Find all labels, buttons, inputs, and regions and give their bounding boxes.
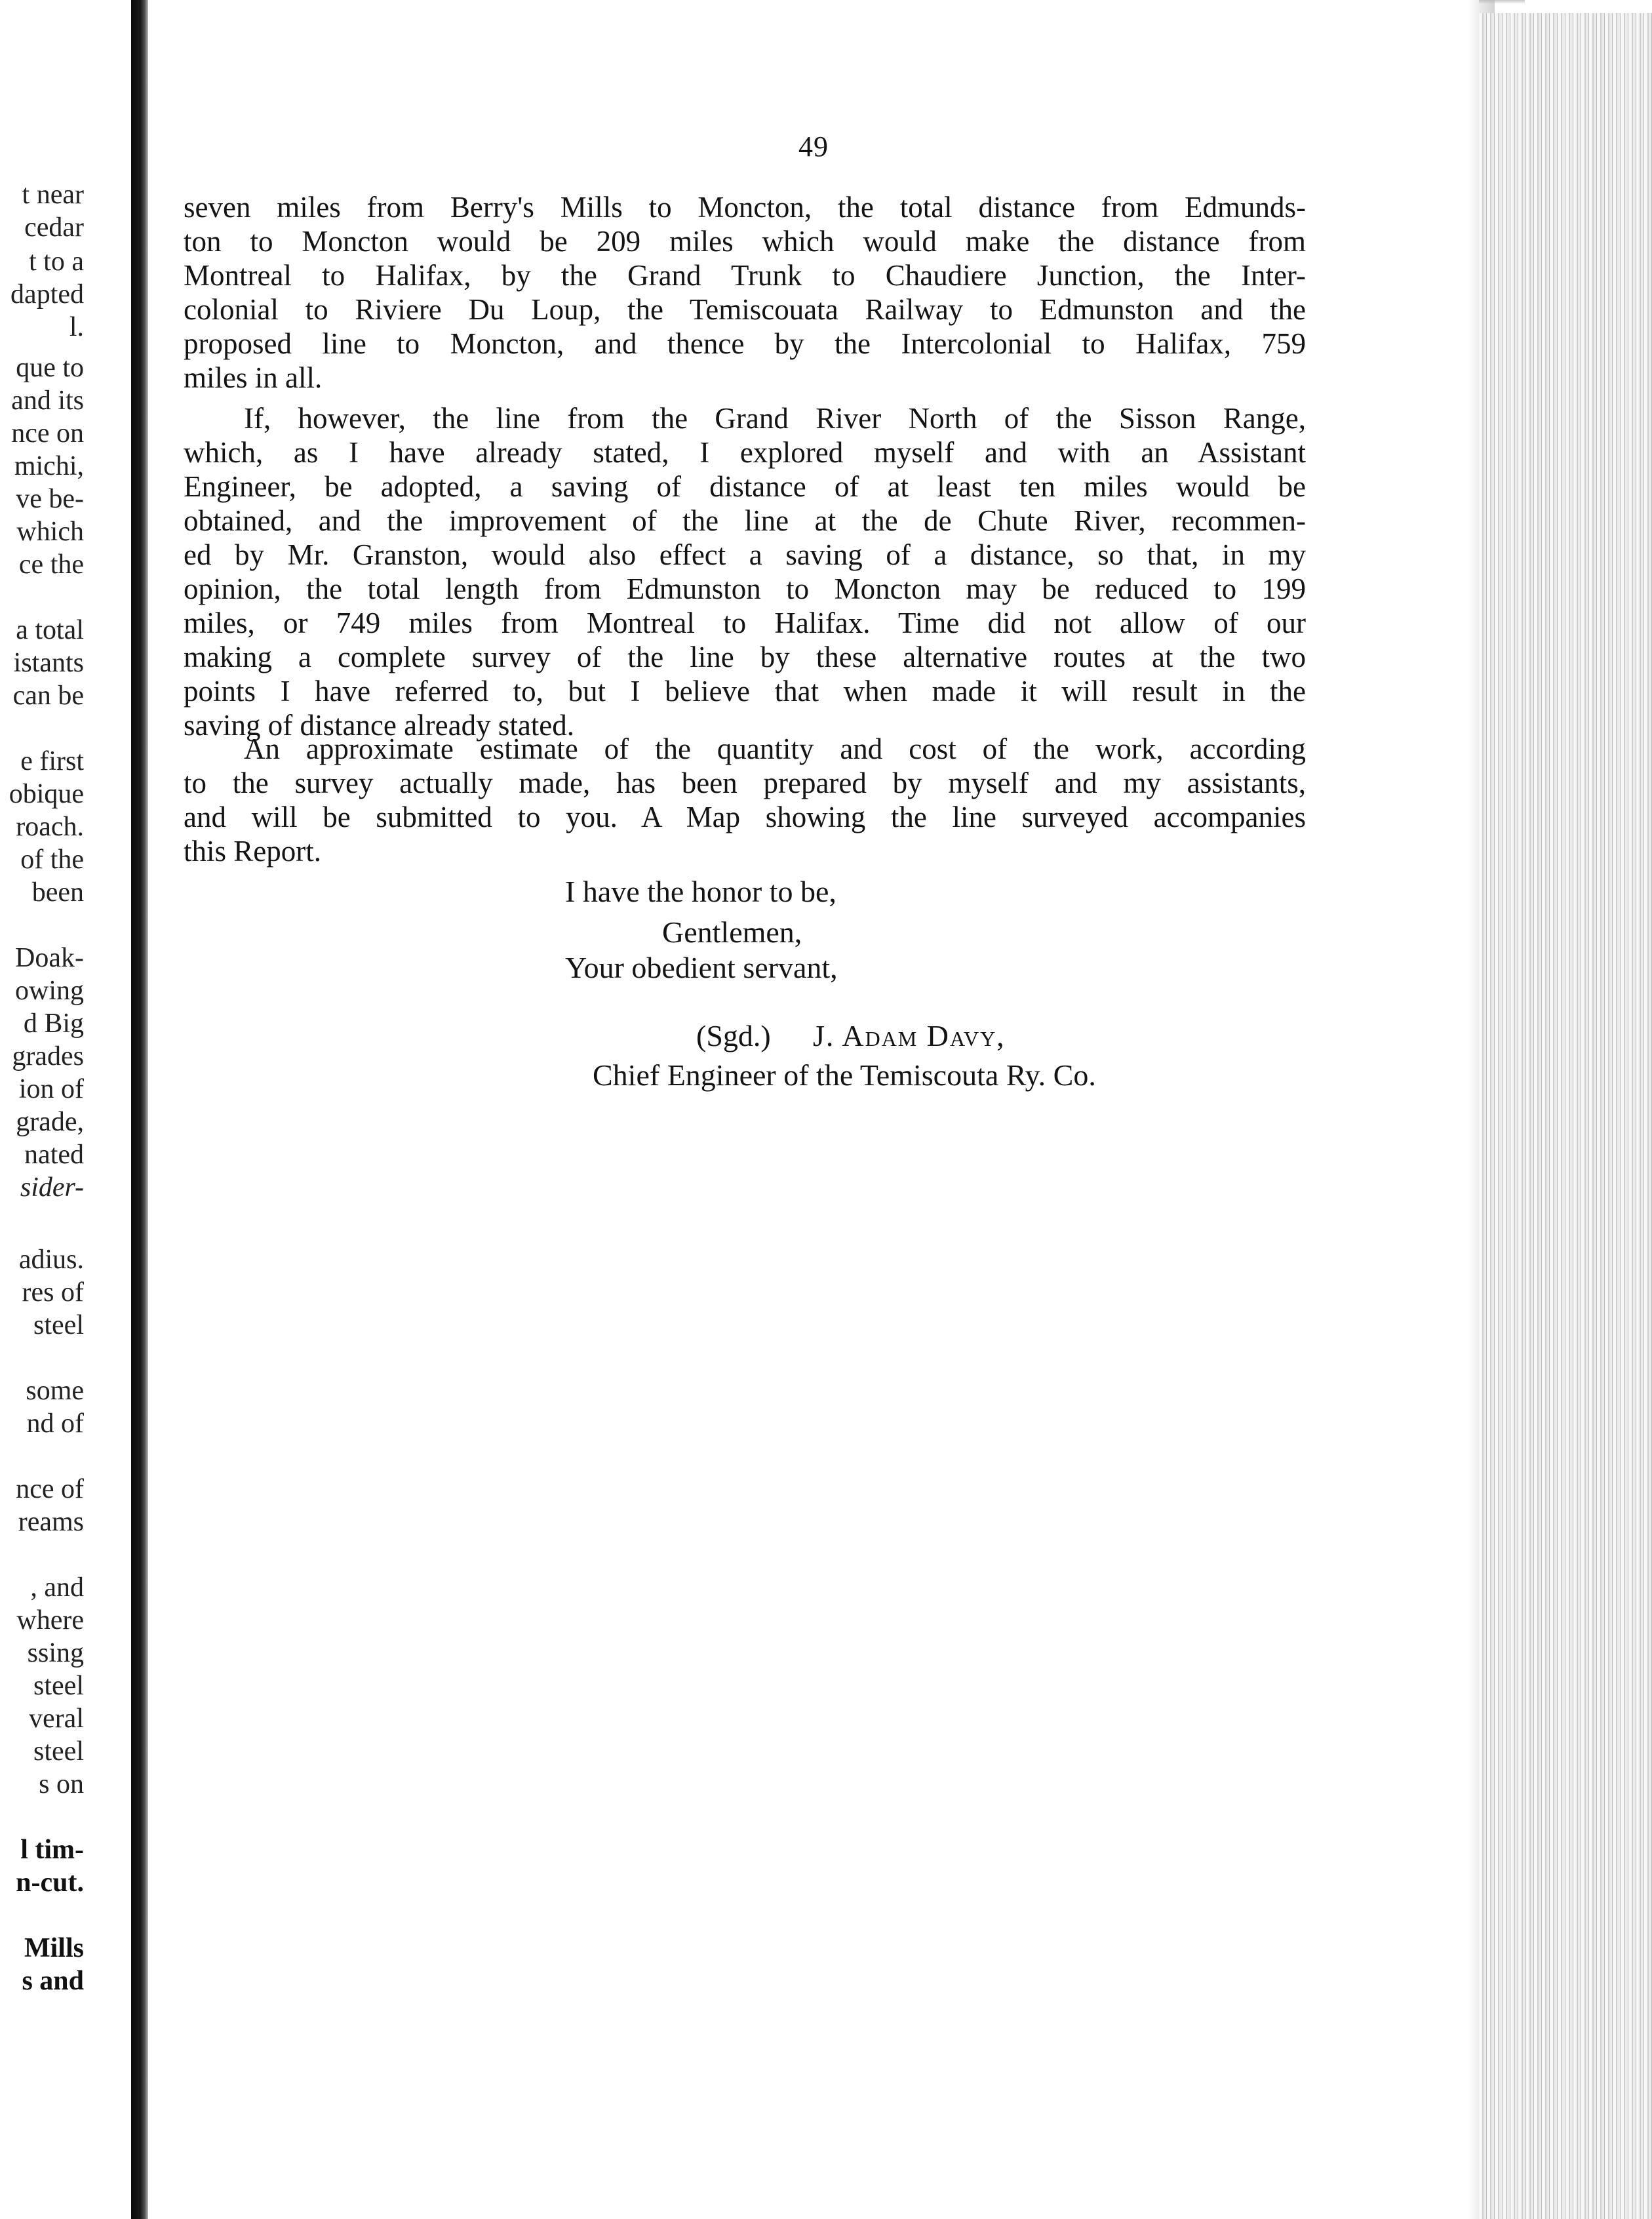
- facing-page-line: s on: [39, 1769, 84, 1799]
- facing-page-line: t to a: [29, 247, 84, 277]
- closing-salutation: I have the honor to be,: [565, 875, 836, 908]
- facing-page-line: cedar: [24, 212, 84, 243]
- closing-servant: Your obedient servant,: [565, 951, 838, 984]
- facing-page-line: , and: [30, 1572, 84, 1603]
- facing-page-line: grade,: [16, 1107, 84, 1137]
- facing-page-line: veral: [29, 1704, 84, 1734]
- facing-page-line: nce on: [11, 418, 84, 449]
- facing-page-line: steel: [33, 1310, 84, 1340]
- facing-page-line: reams: [18, 1507, 84, 1537]
- facing-page-line: Doak-: [15, 943, 84, 973]
- facing-page-line: l.: [69, 312, 84, 342]
- facing-page-line: grades: [12, 1041, 84, 1071]
- text-line: miles in all.: [184, 361, 323, 394]
- closing-gentlemen: Gentlemen,: [662, 915, 802, 949]
- signatory-name: J. Adam Davy,: [813, 1019, 1006, 1052]
- facing-page-line: some: [26, 1376, 84, 1406]
- text-line: obtained, and the improvement of the line at the de Chute River, recommen-: [184, 504, 1306, 537]
- book-page-edges: [1479, 13, 1652, 2219]
- facing-page-line: t near: [22, 180, 84, 210]
- facing-page-line: nce of: [16, 1474, 84, 1504]
- text-line: ed by Mr. Granston, would also effect a saving of a distance, so that, in my: [184, 538, 1306, 571]
- text-line: colonial to Riviere Du Loup, the Temiscouata Railway to Edmunston and the: [184, 293, 1306, 326]
- signature-sgd: (Sgd.): [696, 1019, 771, 1052]
- text-line: opinion, the total length from Edmunston to Moncton may be reduced to 199: [184, 572, 1306, 605]
- book-gutter: [131, 0, 148, 2219]
- text-line: this Report.: [184, 835, 321, 868]
- text-line: which, as I have already stated, I explored myself and with an Assistant: [184, 436, 1306, 469]
- facing-page-line: l tim-: [20, 1835, 84, 1865]
- text-line: Montreal to Halifax, by the Grand Trunk to Chaudiere Junction, the Inter-: [184, 259, 1306, 292]
- facing-page-line: n-cut.: [16, 1868, 84, 1898]
- page-number: 49: [798, 130, 829, 163]
- text-line: making a complete survey of the line by these alternative routes at the two: [184, 641, 1306, 673]
- facing-page-line: and its: [11, 386, 84, 416]
- text-line: ton to Moncton would be 209 miles which would make the distance from: [184, 225, 1306, 258]
- facing-page-line: roach.: [16, 812, 84, 842]
- facing-page-line: been: [31, 877, 84, 908]
- text-line: points I have referred to, but I believe that when made it will result in the: [184, 675, 1306, 708]
- facing-page-line: nated: [24, 1140, 84, 1170]
- text-line: and will be submitted to you. A Map showing the line surveyed accompanies: [184, 801, 1306, 833]
- facing-page-line: s and: [22, 1966, 84, 1996]
- facing-page-line: can be: [12, 681, 84, 711]
- text-line: seven miles from Berry's Mills to Moncton, the total distance from Edmunds-: [184, 191, 1306, 224]
- facing-page-line: owing: [15, 976, 84, 1006]
- text-line: to the survey actually made, has been prepared by myself and my assistants,: [184, 767, 1306, 799]
- facing-page-line: steel: [33, 1736, 84, 1767]
- facing-page-line: ssing: [27, 1638, 84, 1668]
- facing-page-line: ion of: [18, 1074, 84, 1104]
- facing-page-line: obique: [9, 779, 84, 809]
- facing-page-line: adius.: [18, 1245, 84, 1275]
- facing-page-line: a total: [16, 615, 84, 645]
- facing-page-line: istants: [13, 648, 84, 678]
- text-line: proposed line to Moncton, and thence by the Intercolonial to Halifax, 759: [184, 327, 1306, 360]
- facing-page-line: of the: [20, 845, 84, 875]
- facing-page-line: ve be-: [16, 484, 84, 514]
- facing-page-line: ce the: [18, 550, 84, 580]
- facing-page-line: d Big: [23, 1009, 84, 1039]
- text-line: Engineer, be adopted, a saving of distance of at least ten miles would be: [184, 470, 1306, 503]
- facing-page-line: Mills: [24, 1933, 84, 1963]
- text-line: miles, or 749 miles from Montreal to Halifax. Time did not allow of our: [184, 607, 1306, 639]
- facing-page-line: which: [16, 517, 84, 547]
- facing-page-line: res of: [22, 1277, 84, 1308]
- document-page: [148, 0, 1479, 2219]
- text-line: An approximate estimate of the quantity and cost of the work, according: [244, 732, 1306, 765]
- text-line: If, however, the line from the Grand River North of the Sisson Range,: [244, 402, 1306, 435]
- facing-page-line: sider-: [20, 1172, 84, 1203]
- facing-page-line: where: [16, 1605, 84, 1635]
- facing-page-line: michi,: [14, 451, 84, 481]
- text-line: saving of distance already stated.: [184, 709, 575, 742]
- facing-page-line: nd of: [26, 1409, 84, 1439]
- facing-page-line: dapted: [10, 279, 84, 310]
- signatory-title: Chief Engineer of the Temiscouta Ry. Co.: [593, 1058, 1096, 1092]
- facing-page-line: que to: [16, 353, 84, 383]
- facing-page-line: e first: [20, 746, 84, 776]
- facing-page-line: steel: [33, 1671, 84, 1701]
- facing-page-fragment: [0, 0, 131, 2219]
